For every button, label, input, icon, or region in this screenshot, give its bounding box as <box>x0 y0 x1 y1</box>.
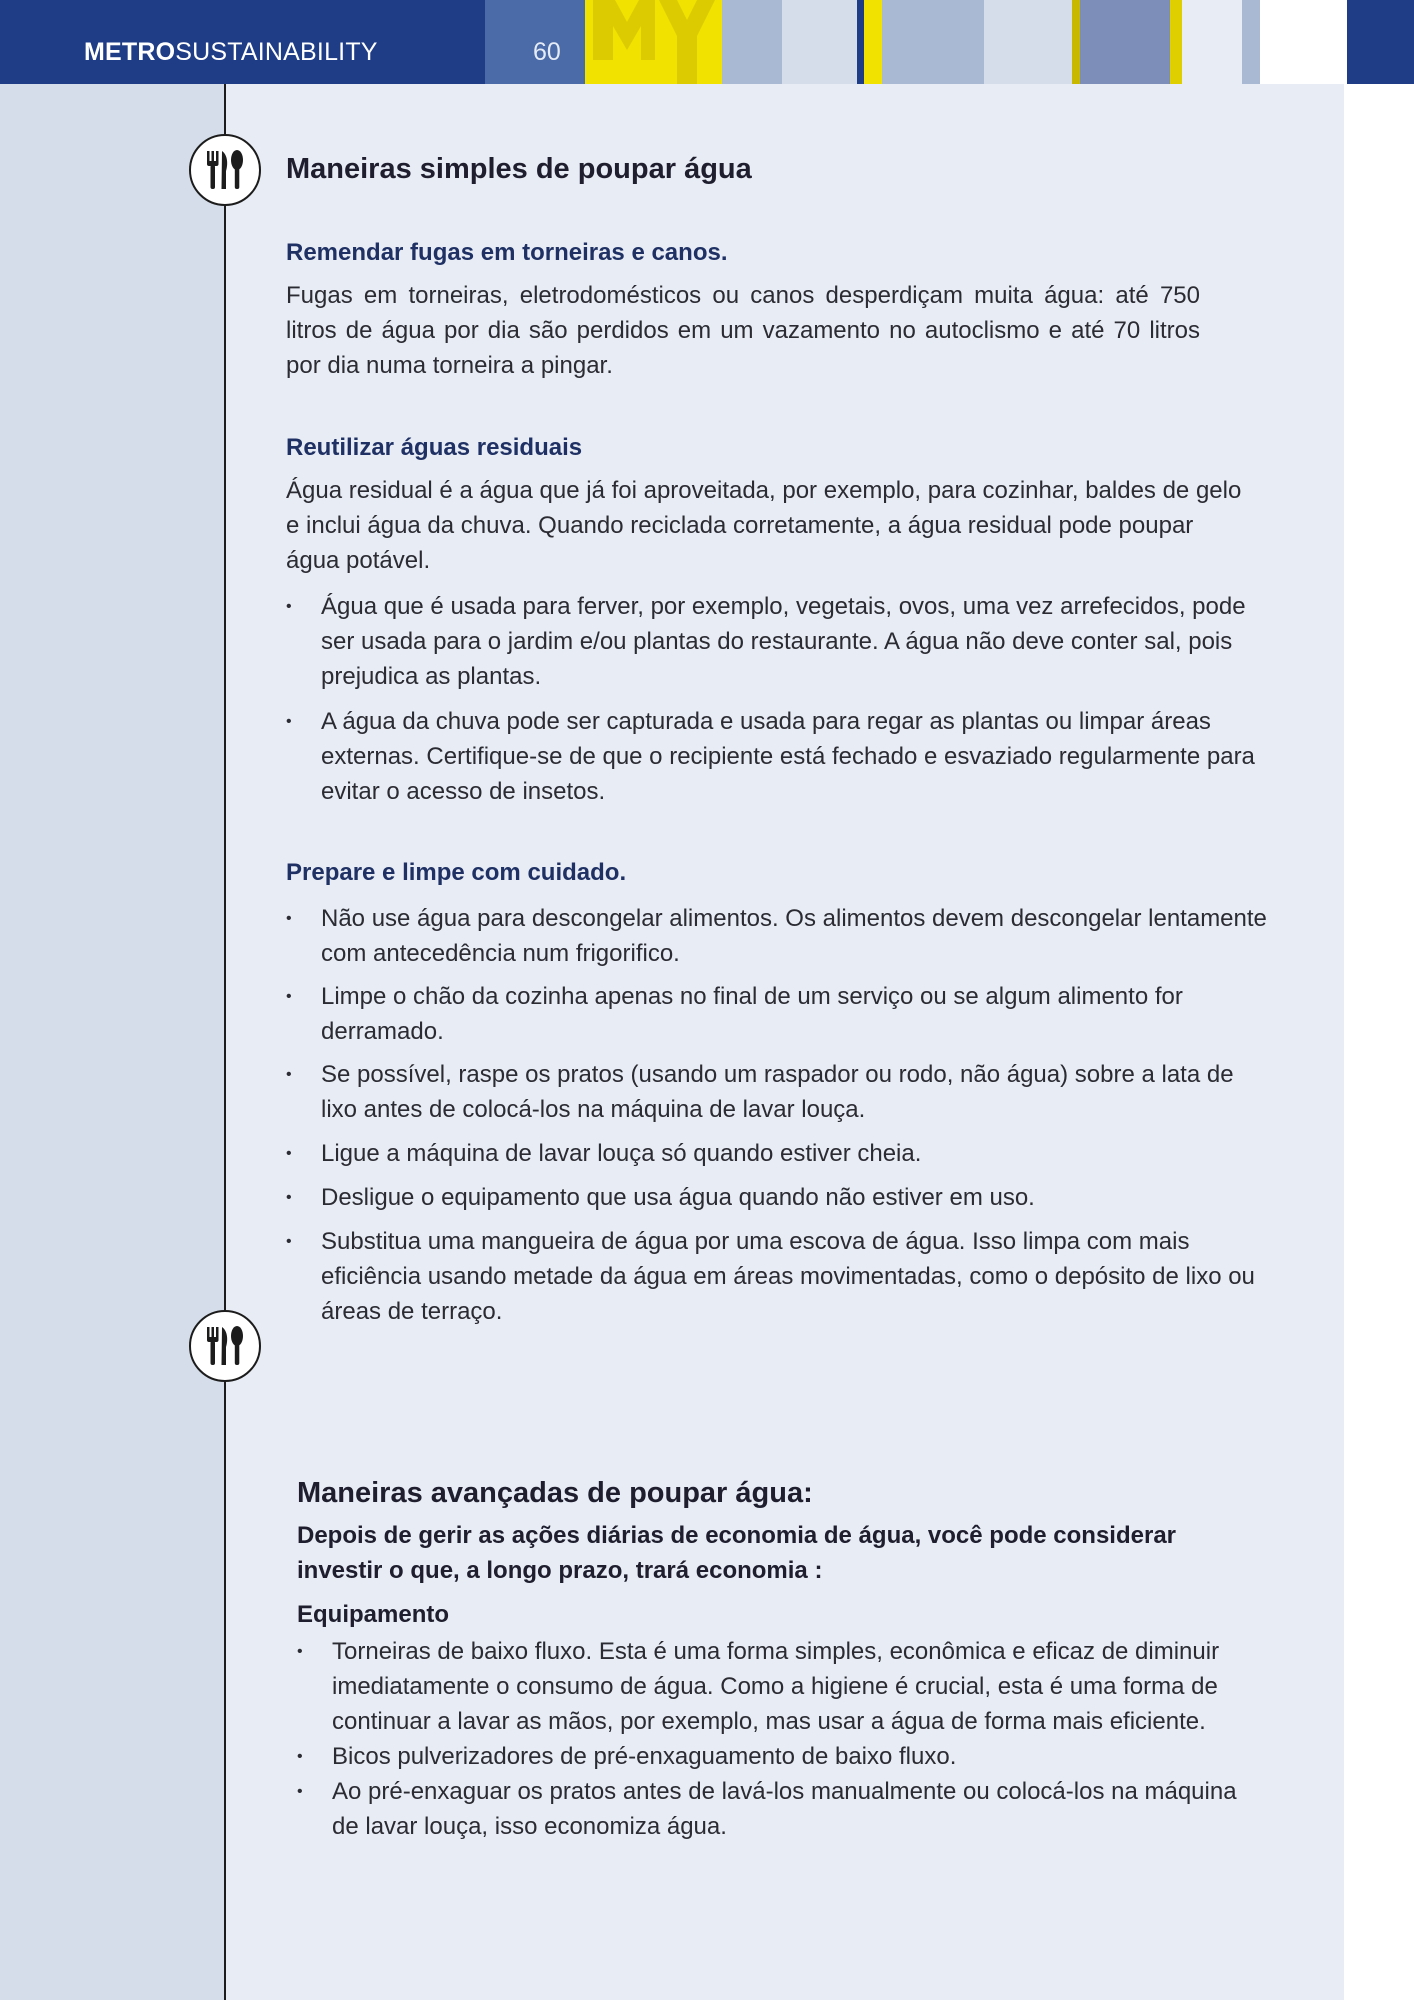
list-item: • Substitua uma mangueira de água por uma escova de água. Isso limpa com mais eficiência usando metade da água em áreas movimentadas, como o depósito de lixo ou áreas de terraço. <box>286 1224 1276 1329</box>
list-item: • Não use água para descongelar alimentos. Os alimentos devem descongelar lentamente com antecedência num frigorifico. <box>286 901 1276 971</box>
my-letters-graphic <box>585 0 722 84</box>
page-header <box>0 0 1414 84</box>
timeline-line <box>224 84 226 2000</box>
header-stripe <box>857 0 864 84</box>
brand-light: SUSTAINABILITY <box>175 38 378 66</box>
list-item: • Desligue o equipamento que usa água quando não estiver em uso. <box>286 1180 1276 1215</box>
list-item: • Ao pré-enxaguar os pratos antes de lavá-los manualmente ou colocá-los na máquina de lavar louça, isso economiza água. <box>297 1774 1257 1844</box>
header-stripe <box>864 0 882 84</box>
brand-bold: METRO <box>84 38 176 66</box>
list-prepare-clean <box>286 901 1276 1329</box>
header-stripe <box>722 0 782 84</box>
list-item: • A água da chuva pode ser capturada e usada para regar as plantas ou limpar áreas externas. Certifique-se de que o recipiente está fechado e esvaziado regularmente para evitar o acesso de insetos. <box>286 704 1276 809</box>
heading-fix-leaks: Remendar fugas em torneiras e canos. <box>286 239 728 266</box>
paragraph-reuse-water: Água residual é a água que já foi aproveitada, por exemplo, para cozinhar, baldes de gelo e inclui água da chuva. Quando reciclada corretamente, a água residual pode poupar água potável. <box>286 477 1242 574</box>
section-title-simple: Maneiras simples de poupar água <box>286 153 752 185</box>
heading-equipment: Equipamento <box>297 1601 450 1628</box>
list-equipment <box>297 1634 1257 1844</box>
header-stripe <box>782 0 857 84</box>
section-title-advanced: Maneiras avançadas de poupar água: <box>297 1477 813 1509</box>
list-item: • Bicos pulverizadores de pré-enxaguamento de baixo fluxo. <box>297 1739 1257 1774</box>
right-page-edge <box>1344 84 1414 2000</box>
header-stripe <box>1072 0 1080 84</box>
header-stripe <box>1242 0 1260 84</box>
header-stripe <box>1170 0 1182 84</box>
list-item: • Torneiras de baixo fluxo. Esta é uma forma simples, econômica e eficaz de diminuir imediatamente o consumo de água. Como a higiene é crucial, esta é uma forma de continuar a lavar as mãos, por exemplo, mas usar a água de forma mais eficiente. <box>297 1634 1257 1739</box>
header-stripe <box>1182 0 1242 84</box>
list-item: • Água que é usada para ferver, por exemplo, vegetais, ovos, uma vez arrefecidos, pode ser usada para o jardim e/ou plantas do restaurante. A água não deve conter sal, pois prejudica as plantas. <box>286 589 1276 694</box>
advanced-intro: Depois de gerir as ações diárias de economia de água, você pode considerar investir o que, a longo prazo, trará economia : <box>297 1522 1176 1584</box>
brand-title <box>84 38 378 67</box>
left-margin-panel <box>0 84 225 2000</box>
paragraph-fix-leaks: Fugas em torneiras, eletrodomésticos ou canos desperdiçam muita água: até 750 litros de água por dia são perdidos em um vazamento no autoclismo e até 70 litros por dia numa torneira a pingar. <box>286 282 1200 379</box>
header-stripe <box>984 0 1072 84</box>
heading-prepare-clean: Prepare e limpe com cuidado. <box>286 859 627 886</box>
list-item: • Se possível, raspe os pratos (usando um raspador ou rodo, não água) sobre a lata de lixo antes de colocá-los na máquina de lavar louça. <box>286 1057 1276 1127</box>
list-item: • Limpe o chão da cozinha apenas no final de um serviço ou se algum alimento for derramado. <box>286 979 1276 1049</box>
page-number: 60 <box>533 38 561 66</box>
heading-reuse-water: Reutilizar águas residuais <box>286 434 583 461</box>
header-stripe <box>1347 0 1414 84</box>
header-stripe <box>1080 0 1170 84</box>
fork-knife-icon <box>189 134 261 206</box>
header-stripe <box>882 0 984 84</box>
list-reuse-water <box>286 589 1276 809</box>
fork-knife-icon <box>189 1310 261 1382</box>
header-stripe <box>1260 0 1347 84</box>
list-item: • Ligue a máquina de lavar louça só quando estiver cheia. <box>286 1136 1276 1171</box>
